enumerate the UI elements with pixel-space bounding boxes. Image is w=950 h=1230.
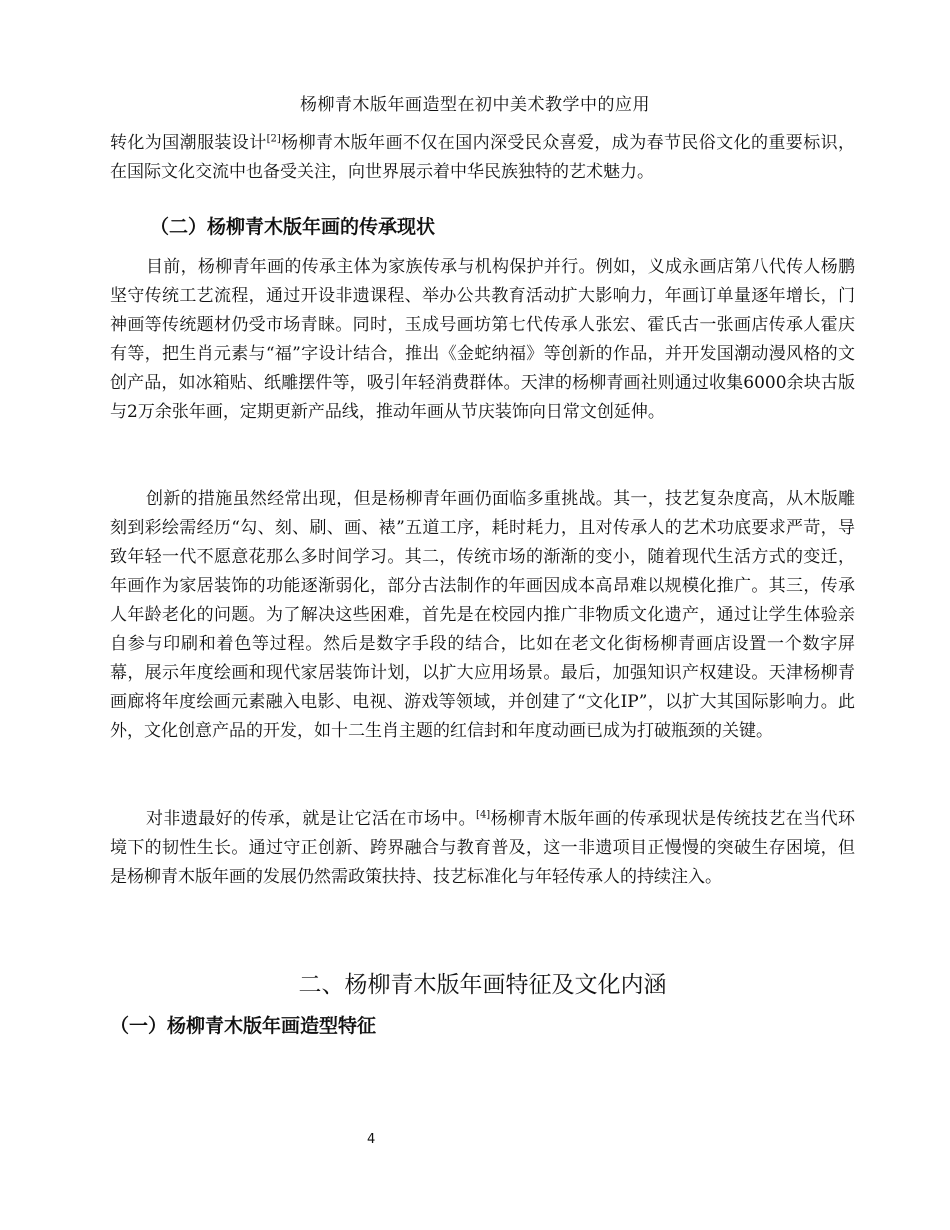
paragraph-inheritance-status: 目前，杨柳青年画的传承主体为家族传承与机构保护并行。例如，义成永画店第八代传人杨鹏坚守传统工艺流程，通过开设非遗课程、举办公共教育活动扩大影响力，年画订单量逐年增长，门神画等传统题材仍受市场青睐。同时，玉成号画坊第七代传承人张宏、霍氏古一张画店传承人霍庆有等，把生肖元素与“福”字设计结合，推出《金蛇纳福》等创新的作品，并开发国潮动漫风格的文创产品，如冰箱贴、纸雕摆件等，吸引年轻消费群体。天津的杨柳青画社则通过收集6000余块古版与2万余张年画，定期更新产品线，推动年画从节庆装饰向日常文创延伸。	[110, 257, 855, 422]
chapter-heading: 二、杨柳青木版年画特征及文化内涵	[298, 972, 667, 998]
paragraph-text: 对非遗最好的传承，就是让它活在市场中。	[146, 809, 477, 829]
page-number: 4	[367, 1132, 376, 1147]
paragraph-intro-continuation	[110, 129, 855, 187]
subsection-heading: （一）杨柳青木版年画造型特征	[110, 1015, 377, 1037]
paragraph-challenges: 创新的措施虽然经常出现，但是杨柳青年画仍面临多重挑战。其一，技艺复杂度高，从木版雕刻到彩绘需经历“勾、刻、刷、画、裱”五道工序，耗时耗力，且对传承人的艺术功底要求严苛，导致年轻一代不愿意花那么多时间学习。其二，传统市场的渐渐的变小，随着现代生活方式的变迁，年画作为家居装饰的功能逐渐弱化，部分古法制作的年画因成本高昂难以规模化推广。其三，传承人年龄老化的问题。为了解决这些困难，首先是在校园内推广非物质文化遗产，通过让学生体验亲自参与印刷和着色等过程。然后是数字手段的结合，比如在老文化街杨柳青画店设置一个数字屏幕，展示年度绘画和现代家居装饰计划，以扩大应用场景。最后，加强知识产权建设。天津杨柳青画廊将年度绘画元素融入电影、电视、游戏等领域，并创建了“文化IP”，以扩大其国际影响力。此外，文化创意产品的开发，如十二生肖主题的红信封和年度动画已成为打破瓶颈的关键。	[110, 489, 855, 741]
running-header: 杨柳青木版年画造型在初中美术教学中的应用	[300, 95, 650, 115]
citation-ref[interactable]: [2]	[266, 133, 281, 145]
paragraph-text: 杨柳青木版年画的传承现状是传统技艺在当代环境下的韧性生长。通过守正创新、跨界融合与教育普及，这一非遗项目正慢慢的突破生存困境，但是杨柳青木版年画的发展仍然需政策扶持、技艺标准化与年轻传承人的持续注入。	[110, 809, 856, 887]
paragraph-text: 杨柳青木版年画不仅在国内深受民众喜爱，成为春节民俗文化的重要标识，在国际文化交流中也备受关注，向世界展示着中华民族独特的艺术魅力。	[110, 133, 856, 182]
paragraph-text: 转化为国潮服装设计	[110, 133, 267, 153]
citation-ref[interactable]: [4]	[476, 809, 491, 821]
paragraph-conclusion	[110, 805, 855, 892]
section-heading: （二）杨柳青木版年画的传承现状	[150, 216, 436, 238]
